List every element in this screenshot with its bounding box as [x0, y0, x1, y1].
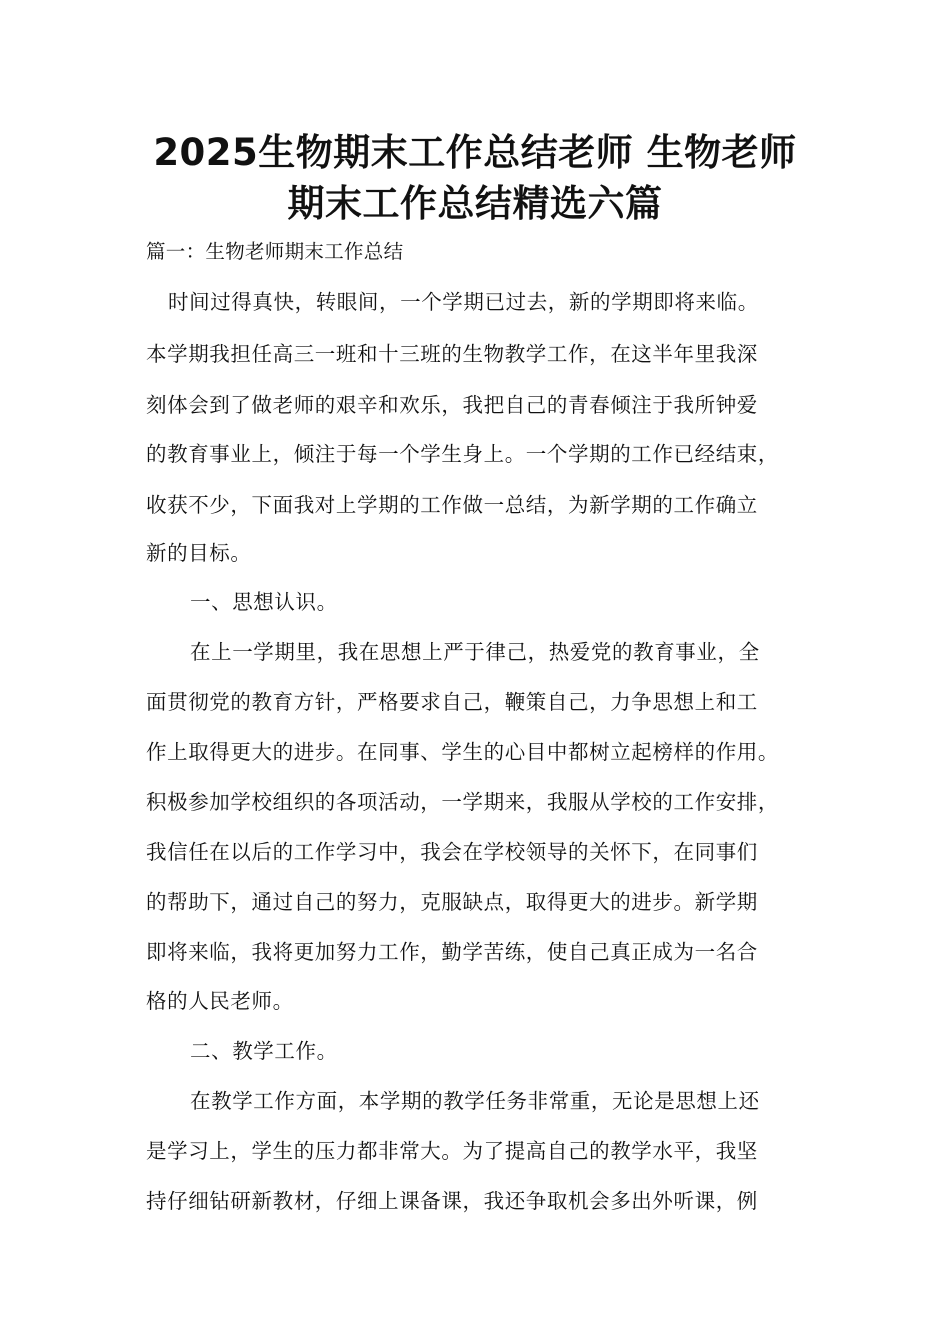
- paragraph-line: 即将来临，我将更加努力工作，勤学苦练，使自己真正成为一名合: [146, 940, 758, 964]
- section-heading: 一、思想认识。: [190, 590, 338, 614]
- paragraph-line: 的帮助下，通过自己的努力，克服缺点，取得更大的进步。新学期: [146, 890, 758, 914]
- paragraph-line: 新的目标。: [146, 541, 252, 565]
- document-title-line-2: 期末工作总结精选六篇: [287, 182, 663, 225]
- paragraph-line: 在上一学期里，我在思想上严于律己，热爱党的教育事业，全: [190, 640, 760, 664]
- article-subheading: 篇一：生物老师期末工作总结: [146, 240, 404, 263]
- paragraph-line: 格的人民老师。: [146, 989, 294, 1013]
- paragraph-line: 持仔细钻研新教材，仔细上课备课，我还争取机会多出外听课，例: [146, 1189, 758, 1213]
- paragraph-line: 刻体会到了做老师的艰辛和欢乐，我把自己的青春倾注于我所钟爱: [146, 393, 758, 417]
- section-heading: 二、教学工作。: [190, 1039, 338, 1063]
- document-title-line-1: 2025生物期末工作总结老师 生物老师: [153, 131, 797, 174]
- paragraph-line: 的教育事业上，倾注于每一个学生身上。一个学期的工作已经结束，: [146, 442, 779, 466]
- paragraph-line: 作上取得更大的进步。在同事、学生的心目中都树立起榜样的作用。: [146, 740, 779, 764]
- paragraph-line: 本学期我担任高三一班和十三班的生物教学工作，在这半年里我深: [146, 342, 758, 366]
- paragraph-line: 收获不少，下面我对上学期的工作做一总结，为新学期的工作确立: [146, 493, 758, 517]
- paragraph-line: 是学习上，学生的压力都非常大。为了提高自己的教学水平，我坚: [146, 1139, 758, 1163]
- paragraph-line: 积极参加学校组织的各项活动，一学期来，我服从学校的工作安排，: [146, 790, 779, 814]
- paragraph-line: 在教学工作方面，本学期的教学任务非常重，无论是思想上还: [190, 1089, 760, 1113]
- paragraph-line: 时间过得真快，转眼间，一个学期已过去，新的学期即将来临。: [168, 290, 759, 314]
- paragraph-line: 我信任在以后的工作学习中，我会在学校领导的关怀下，在同事们: [146, 840, 758, 864]
- paragraph-line: 面贯彻党的教育方针，严格要求自己，鞭策自己，力争思想上和工: [146, 690, 758, 714]
